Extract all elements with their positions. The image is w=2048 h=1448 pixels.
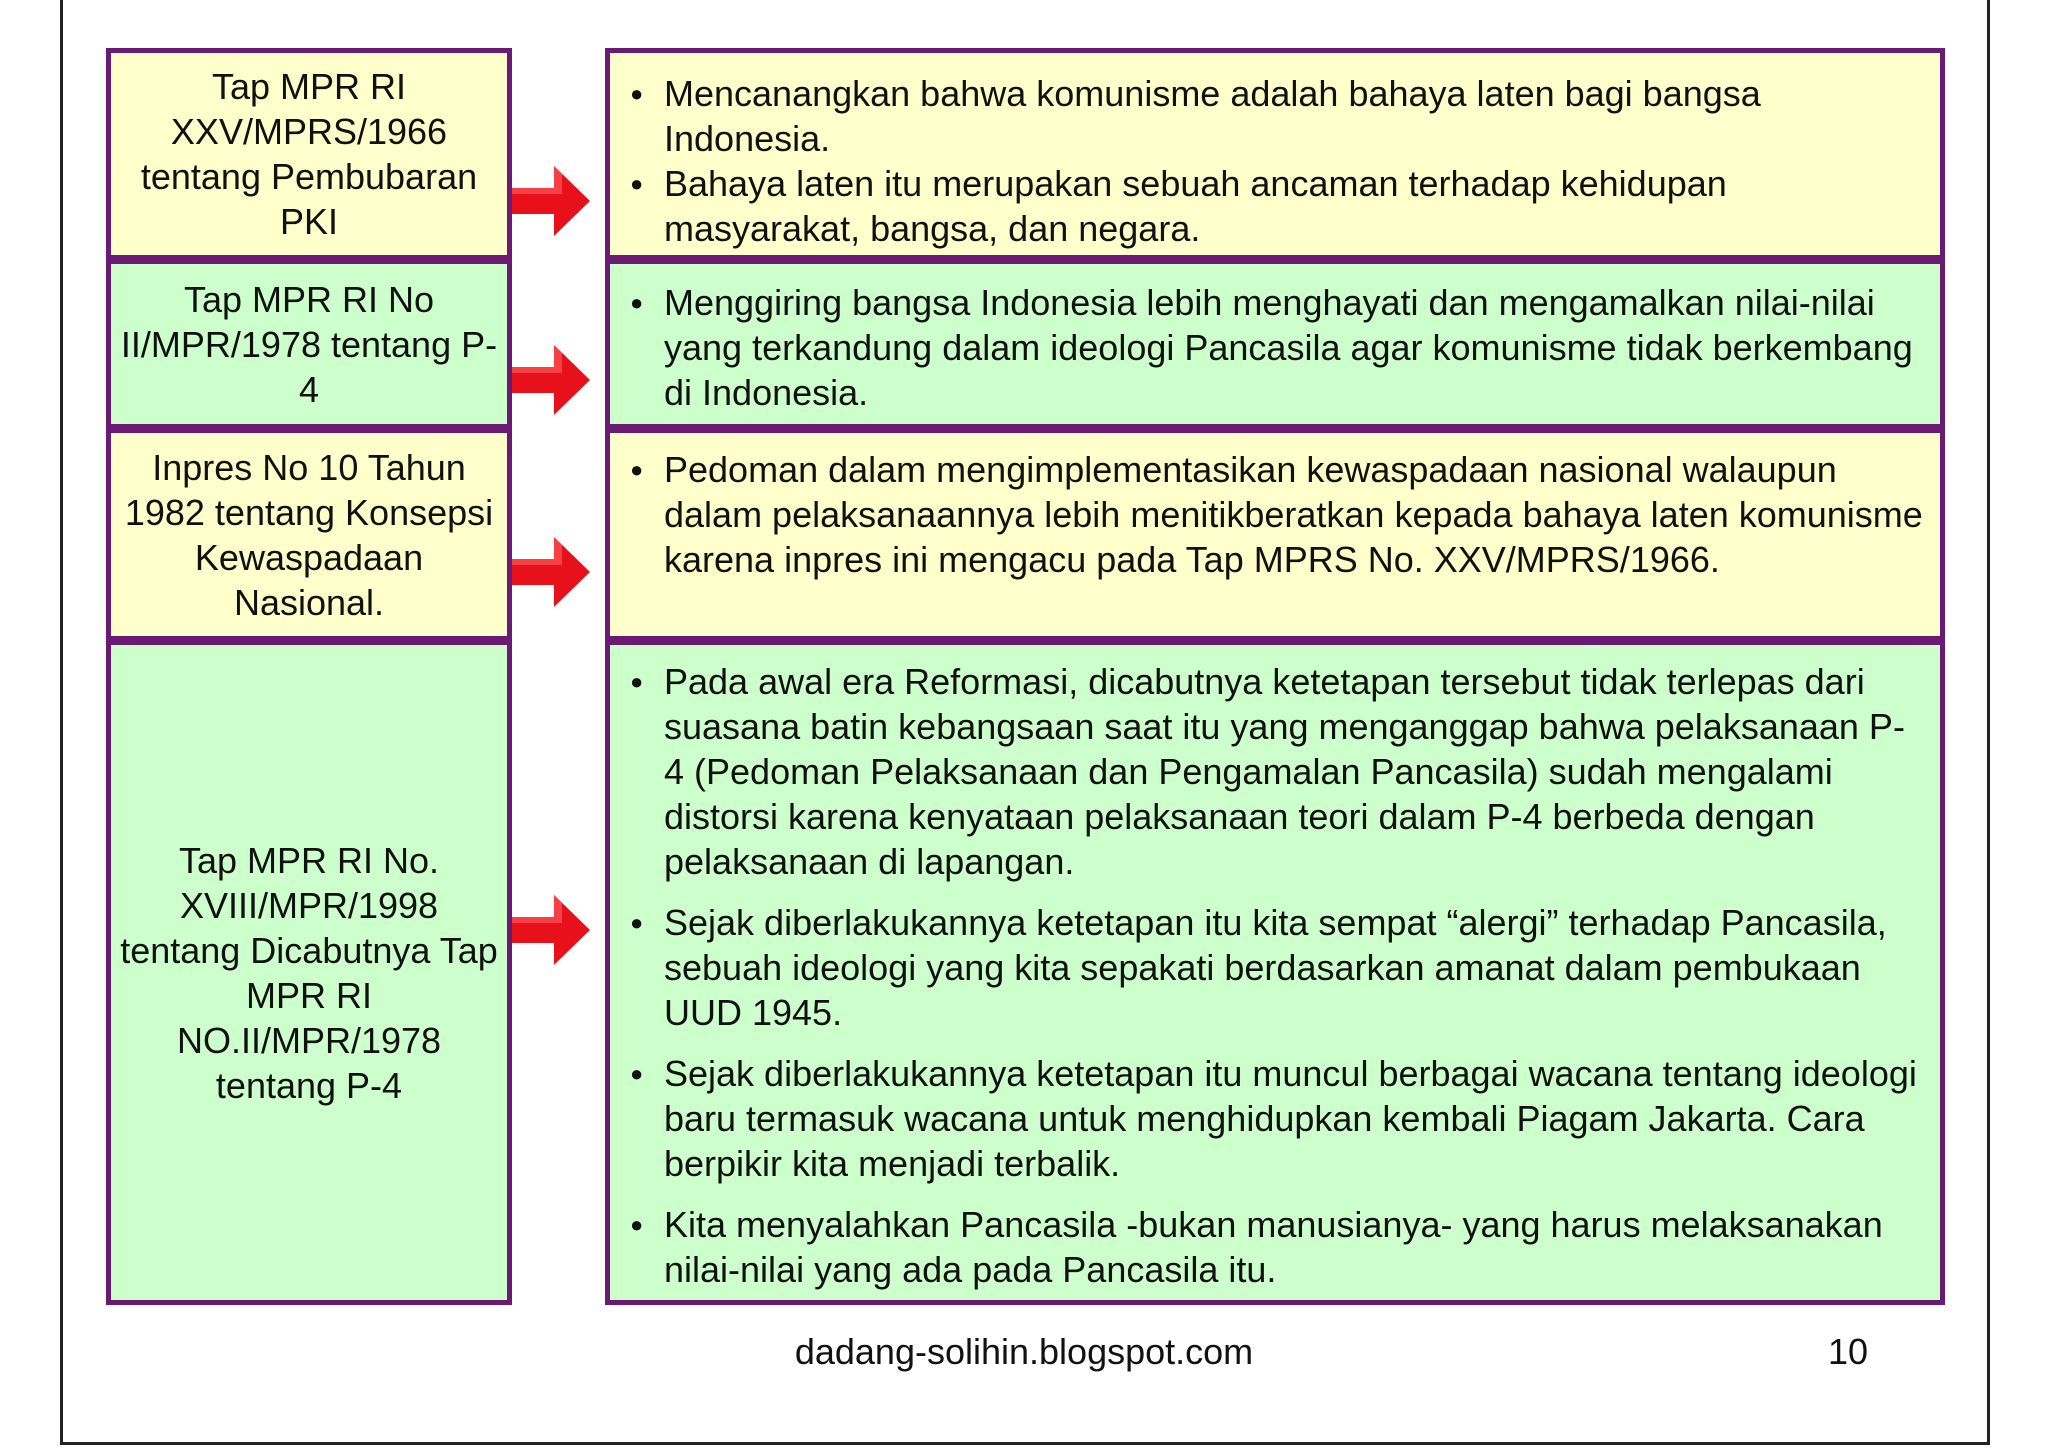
bullet-list bbox=[624, 71, 1924, 251]
bullet-dot-icon: ● bbox=[630, 457, 644, 482]
right-arrow-icon bbox=[512, 537, 590, 607]
bullet-dot-icon: ● bbox=[630, 1061, 644, 1086]
right-cell-1 bbox=[605, 48, 1945, 260]
bullet-item: ● Bahaya laten itu merupakan sebuah ancaman terhadap kehidupan masyarakat, bangsa, dan negara. bbox=[630, 163, 1727, 249]
bullet-dot-icon: ● bbox=[630, 81, 644, 106]
bullet-item: ● Mencanangkan bahwa komunisme adalah bahaya laten bagi bangsa Indonesia. bbox=[630, 73, 1761, 159]
left-cell-1 bbox=[106, 48, 512, 260]
left-cell-2 bbox=[106, 259, 512, 429]
bullet-list bbox=[624, 447, 1924, 582]
right-cell-2 bbox=[605, 259, 1945, 429]
left-cell-text: Tap MPR RI No. XVIII/MPR/1998 tentang Dicabutnya Tap MPR RI NO.II/MPR/1978 tentang P-4 bbox=[120, 839, 498, 1106]
bullet-item: ● Pada awal era Reformasi, dicabutnya ketetapan tersebut tidak terlepas dari suasana batin kebangsaan saat itu yang menganggap bahwa pelaksanaan P-4 (Pedoman Pelaksanaan dan Pengamalan Pancasila) sudah mengalami distorsi karena kenyataan pelaksanaan teori dalam P-4 berbeda dengan pelaksanaan di lapangan. bbox=[630, 661, 1905, 882]
bullet-dot-icon: ● bbox=[630, 669, 644, 694]
bullet-item: ● Pedoman dalam mengimplementasikan kewaspadaan nasional walaupun dalam pelaksanaannya lebih menitikberatkan kepada bahaya laten komunisme karena inpres ini mengacu pada Tap MPRS No. XXV/MPRS/1966. bbox=[630, 449, 1923, 580]
bullet-dot-icon: ● bbox=[630, 910, 644, 935]
left-cell-text: Tap MPR RI No II/MPR/1978 tentang P-4 bbox=[120, 278, 498, 410]
bullet-item: ● Menggiring bangsa Indonesia lebih menghayati dan mengamalkan nilai-nilai yang terkandung dalam ideologi Pancasila agar komunisme tidak berkembang di Indonesia. bbox=[630, 282, 1913, 413]
right-arrow-icon bbox=[512, 895, 590, 965]
page-number: 10 bbox=[1828, 1331, 1869, 1372]
left-cell-3 bbox=[106, 428, 512, 641]
bullet-item: ● Kita menyalahkan Pancasila -bukan manusianya- yang harus melaksanakan nilai-nilai yang ada pada Pancasila itu. bbox=[630, 1204, 1883, 1290]
left-cell-text: Tap MPR RI XXV/MPRS/1966 tentang Pembubaran PKI bbox=[140, 66, 478, 242]
bullet-dot-icon: ● bbox=[630, 290, 644, 315]
right-cell-4 bbox=[605, 640, 1945, 1305]
bullet-list bbox=[624, 659, 1924, 1292]
right-arrow-icon bbox=[512, 166, 590, 236]
bullet-item: ● Sejak diberlakukannya ketetapan itu kita sempat “alergi” terhadap Pancasila, sebuah ideologi yang kita sepakati berdasarkan amanat dalam pembukaan UUD 1945. bbox=[630, 902, 1887, 1033]
bullet-dot-icon: ● bbox=[630, 1212, 644, 1237]
right-arrow-icon bbox=[512, 345, 590, 415]
left-cell-text: Inpres No 10 Tahun 1982 tentang Konsepsi Kewaspadaan Nasional. bbox=[124, 446, 494, 623]
right-cell-3 bbox=[605, 428, 1945, 641]
bullet-dot-icon: ● bbox=[630, 171, 644, 196]
bullet-item: ● Sejak diberlakukannya ketetapan itu muncul berbagai wacana tentang ideologi baru termasuk wacana untuk menghidupkan kembali Piagam Jakarta. Cara berpikir kita menjadi terbalik. bbox=[630, 1053, 1917, 1184]
left-cell-4 bbox=[106, 640, 512, 1305]
footer-url: dadang-solihin.blogspot.com bbox=[794, 1331, 1254, 1372]
bullet-list bbox=[624, 280, 1924, 415]
